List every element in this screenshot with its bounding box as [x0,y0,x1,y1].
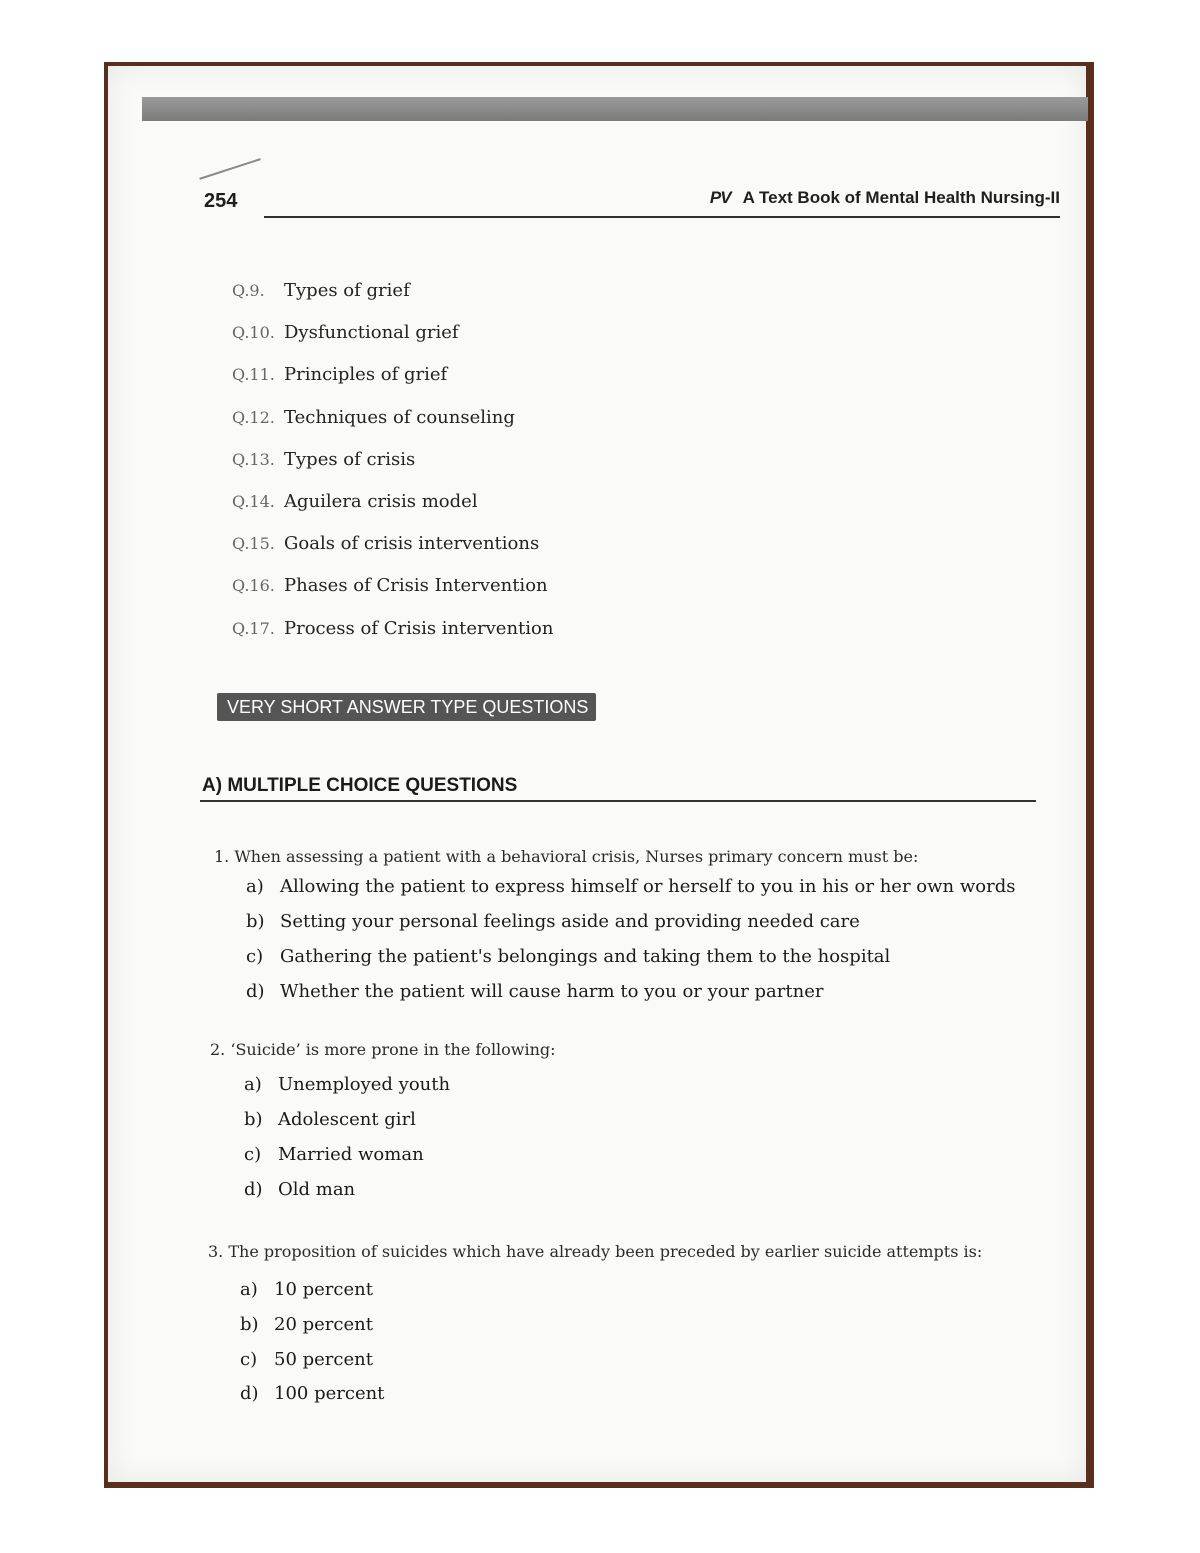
option-text: 20 percent [274,1314,373,1335]
list-item [232,364,553,406]
option-text: 100 percent [274,1383,385,1404]
option-letter: c) [240,1349,258,1370]
question-text: Principles of grief [284,364,448,386]
option-text: Allowing the patient to express himself or herself to you in his or her own words [280,876,1016,897]
option-letter: d) [240,1383,259,1404]
top-band [142,97,1088,121]
option-letter: c) [246,946,264,967]
running-head [710,188,1060,208]
mcq-question-3: 3. The proposition of suicides which have already been preceded by earlier suicide attempts is: [208,1242,983,1261]
mcq-option [246,876,1015,897]
question-number: Q.13. [232,449,275,469]
option-text: Adolescent girl [278,1109,416,1130]
list-item [232,449,553,491]
question-number: Q.10. [232,323,275,343]
list-item [232,280,553,322]
question-number: Q.9. [232,281,265,300]
page-number: 254 [204,190,238,212]
mcq-option [246,981,823,1002]
option-letter: d) [246,981,265,1002]
mcq-option [240,1279,373,1300]
option-letter: a) [240,1279,258,1300]
mcq-option [240,1349,373,1370]
question-text: Process of Crisis intervention [284,617,554,639]
question-list [232,280,553,660]
mcq-question-2: 2. ‘Suicide’ is more prone in the following: [210,1040,556,1059]
mcq-option [244,1074,450,1095]
list-item [232,491,553,533]
option-text: Whether the patient will cause harm to you or your partner [280,981,824,1002]
header-rule [264,216,1060,218]
mcq-option [246,946,890,967]
mcq-option [246,911,860,932]
question-number: Q.17. [232,618,275,638]
list-item [232,533,553,575]
option-text: Unemployed youth [278,1074,451,1095]
section-banner: VERY SHORT ANSWER TYPE QUESTIONS [217,693,596,721]
option-text: Old man [278,1179,356,1200]
mcq-question-1: 1. When assessing a patient with a behavioral crisis, Nurses primary concern must be: [214,847,919,866]
option-letter: a) [246,876,264,897]
mcq-option [244,1179,355,1200]
mcq-option [240,1383,384,1404]
question-text: Aguilera crisis model [284,490,478,512]
mcq-option [240,1314,373,1335]
option-text: Setting your personal feelings aside and providing needed care [280,911,860,932]
question-number: Q.16. [232,576,275,596]
question-number: Q.12. [232,407,275,427]
book-page [108,66,1086,1482]
list-item [232,575,553,617]
option-text: 50 percent [274,1349,373,1370]
question-text: Techniques of counseling [284,406,515,428]
publisher-logo: PV [709,188,731,207]
question-text: Types of crisis [284,448,416,470]
option-letter: d) [244,1179,263,1200]
question-text: Types of grief [284,280,410,301]
option-letter: b) [246,911,265,932]
question-text: Goals of crisis interventions [284,533,540,555]
book-title: A Text Book of Mental Health Nursing-II [742,188,1060,207]
list-item [232,618,553,660]
list-item [232,322,553,364]
option-letter: b) [240,1314,259,1335]
question-number: Q.11. [232,365,275,385]
question-text: Dysfunctional grief [284,322,459,344]
option-text: 10 percent [274,1279,373,1300]
mcq-heading-rule [200,800,1036,802]
question-number: Q.14. [232,491,275,511]
question-text: Phases of Crisis Intervention [284,575,548,597]
question-number: Q.15. [232,534,275,554]
option-text: Gathering the patient's belongings and taking them to the hospital [280,946,891,967]
option-letter: b) [244,1109,263,1130]
option-text: Married woman [278,1144,424,1165]
option-letter: a) [244,1074,262,1095]
option-letter: c) [244,1144,262,1165]
list-item [232,407,553,449]
mcq-option [244,1144,424,1165]
mcq-option [244,1109,416,1130]
mcq-heading: A) MULTIPLE CHOICE QUESTIONS [202,775,518,796]
